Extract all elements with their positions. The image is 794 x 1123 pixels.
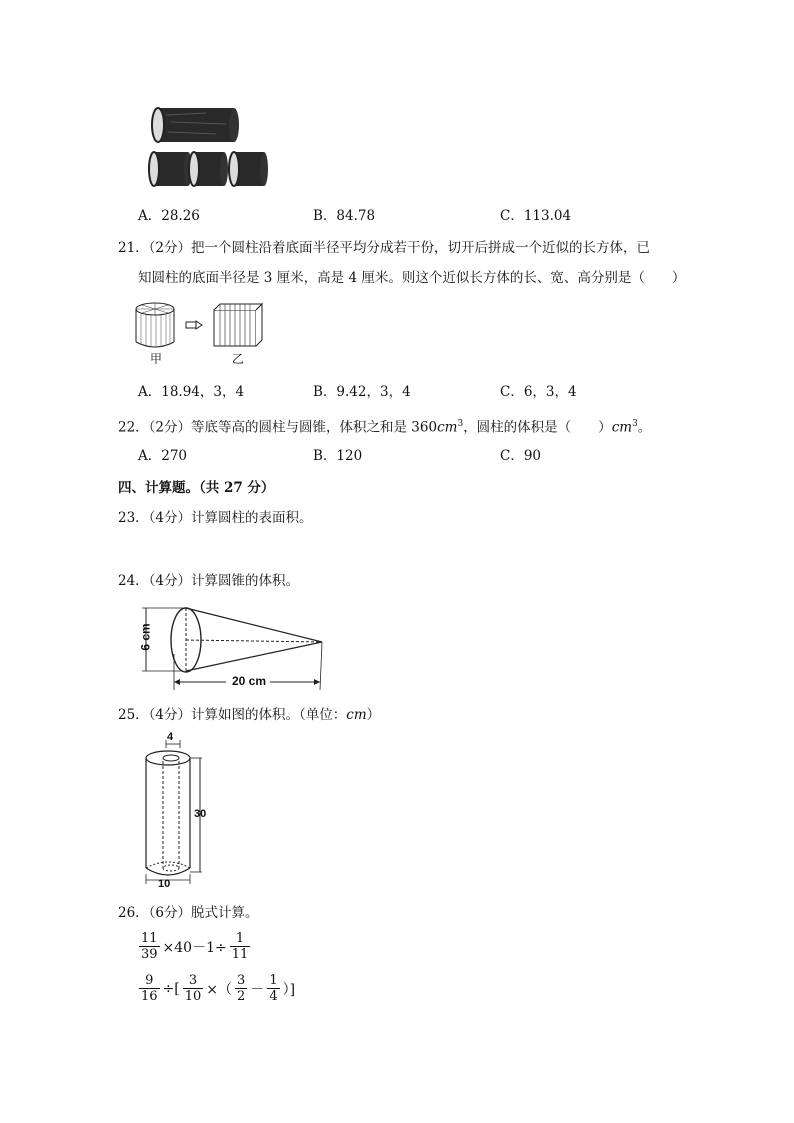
fraction-11-39 — [139, 931, 160, 962]
numerator: 3 — [183, 973, 204, 989]
expression-1 — [138, 931, 251, 962]
q22-exp: 3 — [457, 419, 464, 429]
q22-text — [118, 414, 651, 438]
q23-text: 23．（4分）计算圆柱的表面积。 — [118, 510, 313, 526]
q25-close: ） — [366, 707, 381, 723]
expression-2 — [138, 973, 297, 1004]
q22-unit2: cm — [611, 419, 633, 436]
cone-length-label: 20 cm — [232, 674, 267, 688]
q21-option-b: B．9.42，3，4 — [313, 384, 411, 400]
q21-option-a: A．18.94，3，4 — [138, 384, 245, 400]
q25-unit: cm — [346, 707, 367, 723]
cone-height-label: 6 cm — [138, 623, 153, 651]
q21-option-c: C．6，3，4 — [500, 384, 577, 400]
q24-text: 24．（4分）计算圆锥的体积。 — [118, 573, 300, 589]
q22-option-b: B．120 — [313, 448, 363, 464]
operator-minus: － — [250, 981, 265, 998]
fraction-9-16 — [139, 973, 160, 1004]
numerator: 9 — [139, 973, 160, 989]
fraction-3-10 — [183, 973, 204, 1004]
q22-option-a: A．270 — [138, 448, 188, 464]
inner-diameter-label: 4 — [167, 731, 174, 743]
closing-brackets: ）] — [282, 981, 296, 998]
logs-image — [146, 100, 276, 192]
denominator: 16 — [141, 989, 158, 1004]
fraction-1-4 — [267, 973, 279, 1004]
q22-prefix: 22．（2分）等底等高的圆柱与圆锥，体积之和是 360 — [118, 419, 438, 436]
q22-exp2: 3 — [632, 419, 638, 429]
numerator: 11 — [141, 931, 158, 946]
q22-unit: cm — [437, 419, 458, 436]
operator-times-paren: ×（ — [206, 981, 233, 998]
section-4-title: 四、计算题。（共 27 分） — [118, 480, 275, 496]
q21-line2: 知圆柱的底面半径是 3 厘米，高是 4 厘米。则这个近似长方体的长、宽、高分别是（ ） — [138, 270, 686, 286]
hollow-cylinder-figure — [138, 731, 218, 894]
q21-line1: 21．（2分）把一个圆柱沿着底面半径平均分成若干份，切开后拼成一个近似的长方体，已 — [118, 240, 651, 256]
q26-text: 26．（6分）脱式计算。 — [118, 905, 259, 921]
numerator: 1 — [230, 931, 251, 947]
fraction-1-11 — [230, 931, 251, 962]
q22-middle: ，圆柱的体积是（ ） — [463, 419, 612, 436]
numerator: 3 — [237, 973, 246, 988]
q20-option-b: B．84.78 — [313, 208, 376, 224]
q20-option-a: A．28.26 — [138, 208, 200, 224]
denominator: 2 — [237, 989, 246, 1004]
numerator: 1 — [269, 973, 278, 988]
operator-div-bracket: ÷[ — [162, 980, 180, 997]
denominator: 10 — [184, 989, 202, 1004]
q21-figure — [132, 300, 272, 370]
logs-drawing — [146, 100, 276, 192]
height-label: 30 — [194, 808, 207, 820]
q25-text — [118, 705, 380, 725]
q22-option-c: C．90 — [500, 448, 542, 464]
denominator: 4 — [269, 989, 278, 1004]
q22-suffix: 。 — [637, 419, 652, 436]
label-jia: 甲 — [150, 352, 163, 366]
fraction-3-2 — [235, 973, 247, 1004]
q25-text-main: 25．（4分）计算如图的体积。（单位： — [118, 707, 347, 723]
label-yi: 乙 — [232, 352, 245, 366]
denominator: 39 — [141, 947, 158, 962]
cylinder-to-cuboid-drawing — [132, 300, 272, 350]
q20-option-c: C．113.04 — [500, 208, 572, 224]
expression-1-mid: ×40－1÷ — [162, 939, 227, 956]
denominator: 11 — [231, 947, 249, 962]
outer-diameter-label: 10 — [158, 878, 171, 890]
cone-figure — [140, 602, 330, 692]
